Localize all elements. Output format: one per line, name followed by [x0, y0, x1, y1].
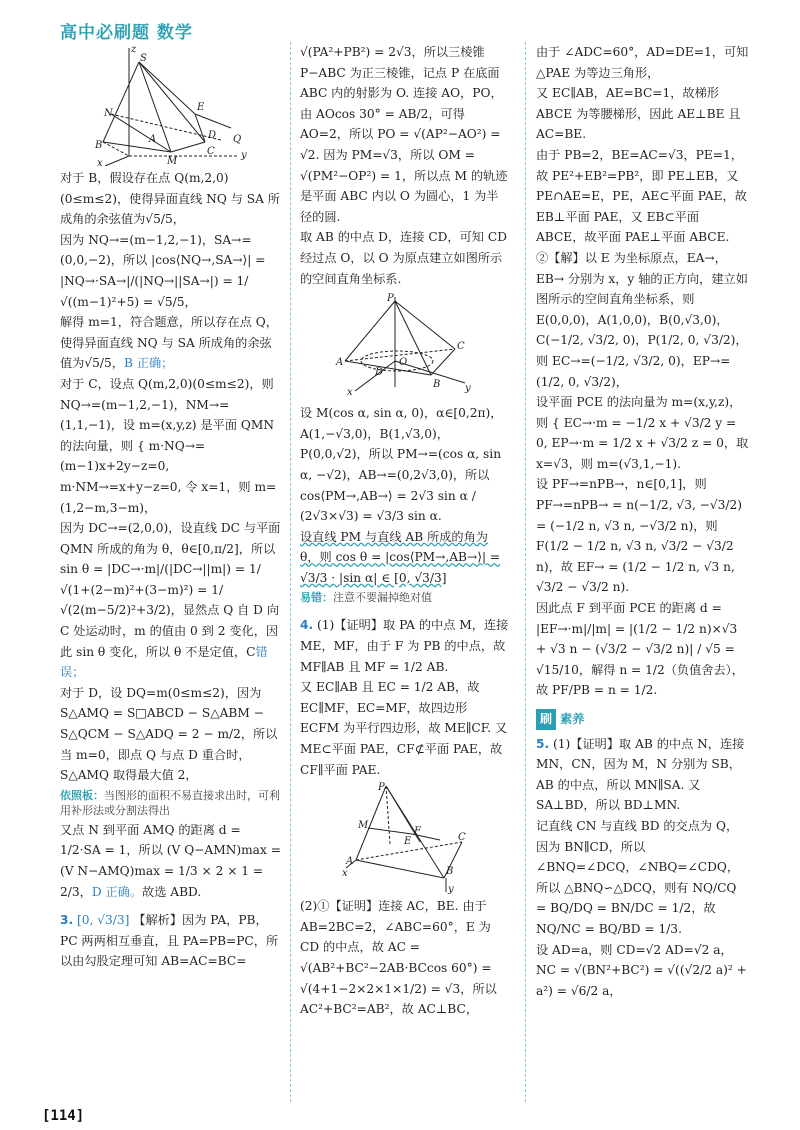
text-p4: 对于 C，设点 Q(m,2,0)(0≤m≤2)，则 NQ→=(m−1,2,−1)，NM→=(1,1,−1)，设 m=(x,y,z) 是平面 QMN 的法向量，则 { m·NQ→=(m−1)x+2y−z=0, m·NM→=x+y−z=0, 令 x=1，则 m=(1,2−m,3−m)， — [60, 376, 277, 515]
svg-text:x: x — [347, 387, 353, 399]
page-number: [114] — [42, 1108, 85, 1124]
text-p3: 解得 m=1，符合题意，所以存在点 Q，使得异面直线 NQ 与 SA 所成角的余弦值为√5/5，B 正确； — [60, 315, 278, 371]
left-column — [60, 42, 282, 972]
svg-text:F: F — [414, 826, 421, 838]
text-p2: 取 AB 的中点 D，连接 CD，可知 CD 经过点 O，以 O 为原点建立如图所示的空间直角坐标系. — [300, 230, 507, 286]
svg-text:N: N — [104, 108, 113, 119]
svg-text:B: B — [95, 140, 103, 151]
svg-text:M: M — [358, 820, 369, 832]
middle-column — [300, 42, 510, 1020]
text-p4: ②【解】以 E 为坐标原点，EA→，EB→ 分别为 x，y 轴的正方向，建立如图所示的空间直角坐标系，则 E(0,0,0)，A(1,0,0)，B(0,√3,0)，C(−1/2, √3/2, 0)，P(1/2, 0, √3/2)， — [536, 250, 748, 348]
right-column — [536, 42, 750, 1001]
column-divider — [525, 42, 526, 1102]
svg-text:C: C — [207, 146, 215, 157]
tetrahedron-figure — [335, 291, 475, 401]
question-4-part3: (2)①【证明】连接 AC，BE. 由于 AB=2BC=2，∠ABC=60°，E 为 CD 的中点，故 AC = √(AB²+BC²−2AB·BCcos 60°) = √(4+1−2×2×1×1/2) = √3，所以 AC²+BC²=AB²，故 AC⊥BC， — [300, 899, 497, 1017]
svg-text:B: B — [446, 866, 454, 878]
text-p5: 因为 DC→=(2,0,0)，设直线 DC 与平面 QMN 所成的角为 θ，θ∈[0,π/2]，所以 sin θ = |DC→·m|/(|DC→||m|) = 1/√(1+(2−m)²+(3−m)²) = 1/√(2(m−5/2)²+3/2)，显然点 Q 自 D 向 C 处运动时，m 的值由 0 到 2 变化，因此 sin θ 变化，所以 θ 不是定值，C错误； — [60, 521, 281, 680]
text-p7: 又点 N 到平面 AMQ 的距离 d = 1/2·SA = 1，所以 (V Q−AMN)max = (V N−AMQ)max = 1/3 × 2 × 1 = 2/3，D 正确。故选 ABD. — [60, 822, 281, 899]
text-p2: 因为 NQ→=(m−1,2,−1)，SA→=(0,0,−2)，所以 |cos⟨NQ→,SA→⟩| = |NQ→·SA→|/(|NQ→||SA→|) = 1/√((m−1)²+5) = √5/5， — [60, 232, 266, 309]
svg-text:x: x — [97, 158, 103, 166]
text-p1: 对于 B，假设存在点 Q(m,2,0)(0≤m≤2)，使得异面直线 NQ 与 SA 所成角的余弦值为√5/5， — [60, 171, 280, 227]
text-p3: 设 M(cos α, sin α, 0)，α∈[0,2π)，A(1,−√3,0)，B(1,√3,0)，P(0,0,√2)，所以 PM→=(cos α, sin α, −√2)，AB→=(0,2√3,0)，所以 cos⟨PM→,AB→⟩ = 2√3 sin α / (2√3×√3) = √3/3 sin α. — [300, 406, 503, 524]
svg-text:P: P — [378, 782, 385, 794]
question-3: 3. [0, √3/3] 【解析】因为 PA，PB，PC 两两相互垂直，且 PA=PB=PC，所以由勾股定理可知 AB=AC=BC= — [60, 913, 279, 969]
svg-text:D: D — [375, 367, 384, 379]
pyramid-figure — [91, 44, 251, 166]
section-badge: 刷 素养 — [536, 709, 750, 730]
question-5-part2: 记直线 CN 与直线 BD 的交点为 Q，因为 BN∥CD，所以 ∠BNQ=∠DCQ，∠NBQ=∠CDQ，所以 △BNQ∽△DCQ，则有 NQ/CQ = BQ/DQ = BN/DC = 1/2，故 NQ/NC = BQ/BD = 1/3. — [536, 818, 740, 936]
text-p5: 则 EC→=(−1/2, √3/2, 0)，EP→=(1/2, 0, √3/2)， — [536, 353, 731, 389]
text-p7: 设 PF→=nPB→，n∈[0,1]，则 PF→=nPB→ = n(−1/2, √3, −√3/2) = (−1/2 n, √3 n, −√3/2 n)，则 F(1/2 − 1/2 n, √3 n, √3/2 − √3/2 n)，故 EF→ = (1/2 − 1/2 n, √3 n, √3/2 − √3/2 n). — [536, 477, 743, 595]
text-p1: √(PA²+PB²) = 2√3，所以三棱锥 P−ABC 为正三棱锥，记点 P 在底面 ABC 内的射影为 O. 连接 AO，PO，由 AOcos 30° = AB/2，可得 AO=2，所以 PO = √(AP²−AO²) = √2. 因为 PM=√3，所以 OM = √(PM²−OP²) = 1，所以点 M 的轨迹是平面 ABC 内以 O 为圆心，1 为半径的圆. — [300, 45, 508, 224]
conclusion-c: 错误； — [60, 644, 268, 680]
text-p2: 又 EC∥AB，AE=BC=1，故梯形 ABCE 为等腰梯形，因此 AE⊥BE 且 AC=BE. — [536, 86, 741, 142]
x-axis — [105, 156, 129, 166]
svg-text:E: E — [404, 836, 412, 848]
header-title: 高中必刷题 数学 — [60, 23, 193, 43]
svg-text:M: M — [167, 156, 178, 166]
error-tip: 易错：注意不要漏掉绝对值 — [300, 591, 432, 605]
question-5-part3: 设 AD=a，则 CD=√2 AD=√2 a，NC = √(BN²+BC²) = √((√2/2 a)² + a²) = √6/2 a， — [536, 942, 747, 998]
svg-text:A: A — [149, 134, 157, 145]
svg-text:S: S — [140, 53, 147, 64]
svg-text:C: C — [458, 832, 466, 844]
question-5-part1: 5. (1)【证明】取 AB 的中点 N，连接 MN，CN，因为 M，N 分别为 SB，AB 的中点，所以 MN∥SA. 又 SA⊥BD，所以 BD⊥MN. — [536, 736, 745, 813]
tip-box: 依照板：当图形的面积不易直接求出时，可利用补形法或分割法得出 — [60, 788, 280, 817]
text-p4: 设直线 PM 与直线 AB 所成的角为 θ，则 cos θ = |cos⟨PM→,AB→⟩| = √3/3 · |sin α| ∈ [0, √3/3] — [300, 529, 501, 585]
text-p6: 对于 D，设 DQ=m(0≤m≤2)，因为 S△AMQ = S□ABCD − S△ABM − S△QCM − S△ADQ = 2 − m/2，所以当 m=0，即点 Q 与点 D 重合时，S△AMQ 取得最大值 2， — [60, 685, 278, 783]
conclusion-d: D 正确。 — [91, 884, 143, 899]
svg-text:x: x — [342, 868, 348, 880]
svg-text:A: A — [336, 357, 344, 369]
prism-figure — [340, 782, 470, 894]
question-4-part2: 又 EC∥AB 且 EC = 1/2 AB，故 EC∥MF，EC=MF，故四边形 ECFM 为平行四边形，故 ME∥CF. 又 ME⊂平面 PAE，CF⊄平面 PAE，故 CF∥平面 PAE. — [300, 680, 508, 777]
svg-text:y: y — [448, 884, 454, 895]
column-divider — [290, 42, 291, 1102]
svg-text:P: P — [387, 293, 394, 305]
svg-text:E: E — [197, 102, 205, 113]
question-4-part1: 4. (1)【证明】取 PA 的中点 M，连接 ME，MF，由于 F 为 PB 的中点，故 MF∥AB 且 MF = 1/2 AB. — [300, 618, 509, 674]
answer-3: [0, √3/3] — [77, 913, 130, 928]
svg-text:C: C — [457, 341, 465, 353]
svg-text:z: z — [131, 44, 137, 55]
text-p3: 由于 PB=2，BE=AC=√3，PE=1，故 PE²+EB²=PB²，即 PE⊥EB，又 PE∩AE=E，PE，AE⊂平面 PAE，故 EB⊥平面 PAE，又 EB⊂平面 ABCE，故平面 PAE⊥平面 ABCE. — [536, 147, 747, 245]
text-p8: 因此点 F 到平面 PCE 的距离 d = |EF→·m|/|m| = |(1/2 − 1/2 n)×√3 + √3 n − (√3/2 − √3/2 n)| / √5 = √15/10，解得 n = 1/2（负值舍去），故 PF/PB = n = 1/2. — [536, 601, 744, 698]
conclusion-b: B 正确； — [123, 356, 174, 371]
text-p6: 设平面 PCE 的法向量为 m=(x,y,z)，则 { EC→·m = −1/2 x + √3/2 y = 0, EP→·m = 1/2 x + √3/2 z = 0，取 x=√3，则 m=(√3,1,−1). — [536, 395, 749, 471]
svg-text:O: O — [399, 357, 408, 369]
text-p1: 由于 ∠ADC=60°，AD=DE=1，可知 △PAE 为等边三角形， — [536, 45, 749, 80]
svg-text:Q: Q — [233, 134, 242, 145]
svg-text:y: y — [241, 150, 247, 161]
svg-text:D: D — [208, 130, 217, 141]
svg-text:B: B — [433, 379, 441, 391]
svg-text:A: A — [346, 856, 354, 868]
svg-text:y: y — [465, 383, 471, 395]
